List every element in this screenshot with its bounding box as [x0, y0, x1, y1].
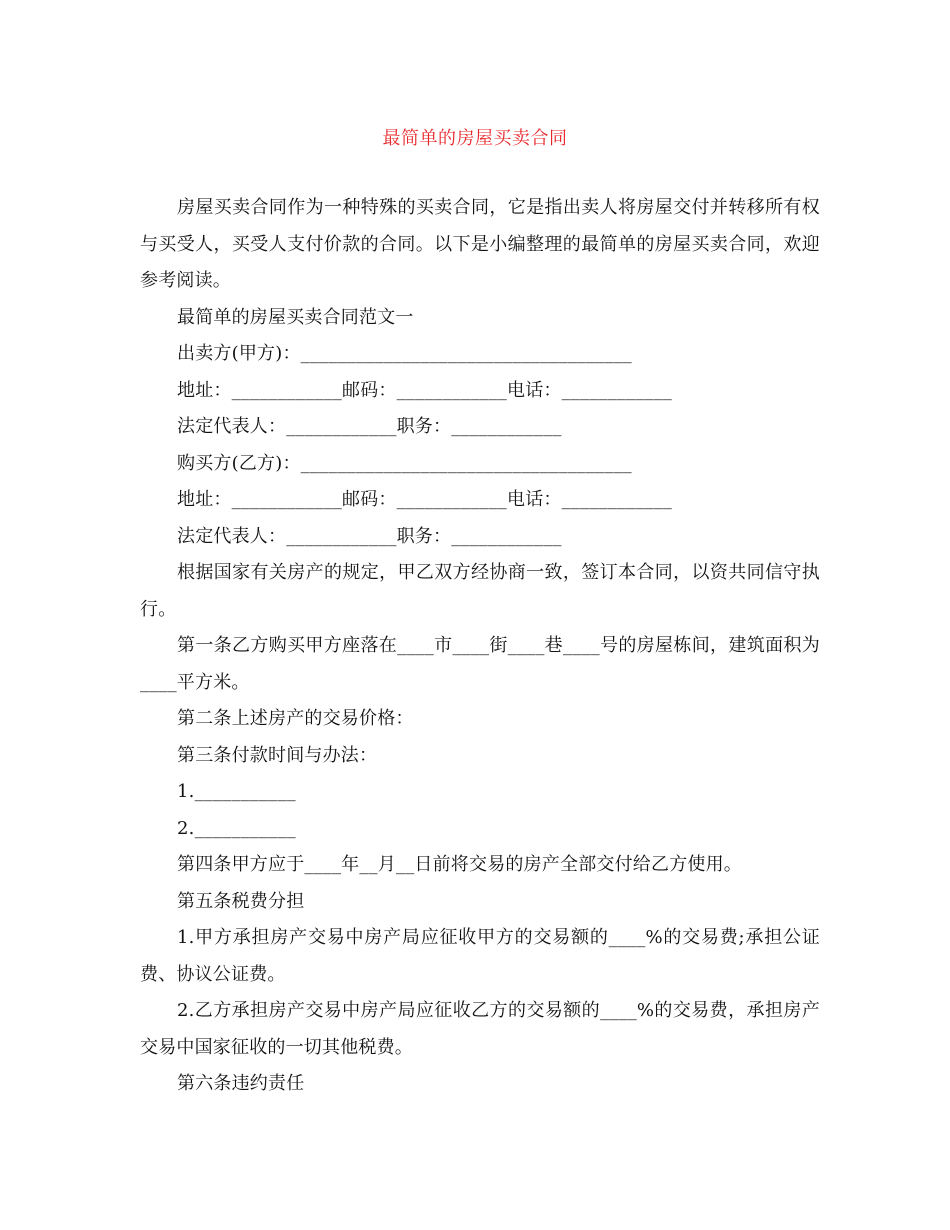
- buyer-address-line: 地址：____________邮码：____________电话：____________: [177, 489, 672, 510]
- sample-heading: 最简单的房屋买卖合同范文一: [177, 306, 414, 328]
- intro-paragraph: 房屋买卖合同作为一种特殊的买卖合同，它是指出卖人将房屋交付并转移所有权与买受人，买受人支付价款的合同。以下是小编整理的最简单的房屋买卖合同，欢迎参考阅读。: [140, 197, 820, 291]
- article-3: 第三条付款时间与办法：: [177, 744, 378, 766]
- buyer-line: 购买方(乙方)：____________________________________: [177, 452, 632, 474]
- article-4: 第四条甲方应于____年__月__日前将交易的房产全部交付给乙方使用。: [177, 854, 742, 875]
- document-title: 最简单的房屋买卖合同: [382, 128, 568, 149]
- payment-item-2: 2.___________: [177, 817, 296, 839]
- seller-line: 出卖方(甲方)：____________________________________: [177, 343, 632, 364]
- agreement-paragraph: 根据国家有关房产的规定，甲乙双方经协商一致，签订本合同，以资共同信守执行。: [140, 562, 820, 620]
- buyer-representative-line: 法定代表人：____________职务：____________: [177, 525, 562, 547]
- tax-item-2: 2.乙方承担房产交易中房产局应征收乙方的交易额的____%的交易费，承担房产交易中国家征收的一切其他税费。: [140, 1000, 820, 1058]
- article-2: 第二条上述房产的交易价格：: [177, 708, 414, 729]
- article-5: 第五条税费分担: [177, 890, 305, 912]
- tax-item-1: 1.甲方承担房产交易中房产局应征收甲方的交易额的____%的交易费;承担公证费、协议公证费。: [140, 927, 820, 985]
- seller-representative-line: 法定代表人：____________职务：____________: [177, 416, 562, 437]
- seller-address-line: 地址：____________邮码：____________电话：____________: [177, 379, 672, 401]
- document-body: [140, 190, 820, 1103]
- payment-item-1: 1.___________: [177, 781, 296, 802]
- article-6: 第六条违约责任: [177, 1073, 305, 1094]
- article-1: 第一条乙方购买甲方座落在____市____街____巷____号的房屋栋间，建筑面积为____平方米。: [140, 635, 820, 693]
